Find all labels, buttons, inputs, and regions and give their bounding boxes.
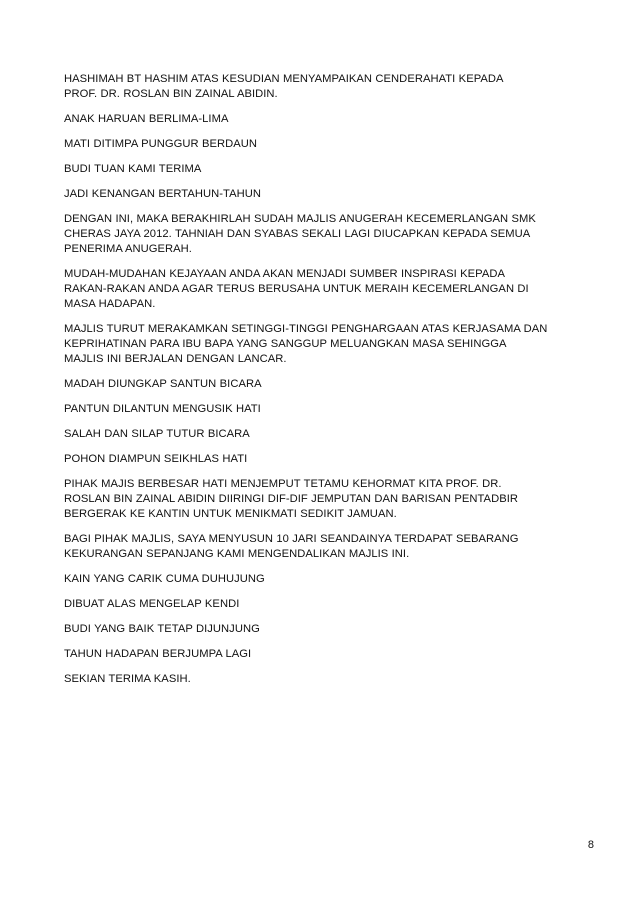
paragraph-line: BERGERAK KE KANTIN UNTUK MENIKMATI SEDIKIT JAMUAN. [64, 508, 397, 520]
paragraph-1 [64, 72, 594, 102]
paragraph-line: TAHUN HADAPAN BERJUMPA LAGI [64, 648, 252, 660]
paragraph-14 [64, 532, 594, 562]
paragraph-9 [64, 377, 594, 392]
paragraph-line: MAJLIS INI BERJALAN DENGAN LANCAR. [64, 353, 287, 365]
paragraph-10 [64, 402, 594, 417]
paragraph-line: PANTUN DILANTUN MENGUSIK HATI [64, 403, 261, 415]
paragraph-line: SEKIAN TERIMA KASIH. [64, 673, 191, 685]
page-number: 8 [587, 839, 594, 851]
paragraph-line: ANAK HARUAN BERLIMA-LIMA [64, 113, 229, 125]
paragraph-line: DIBUAT ALAS MENGELAP KENDI [64, 598, 240, 610]
paragraph-line: MADAH DIUNGKAP SANTUN BICARA [64, 378, 262, 390]
paragraph-4 [64, 162, 594, 177]
paragraph-line: HASHIMAH BT HASHIM ATAS KESUDIAN MENYAMPAIKAN CENDERAHATI KEPADA [64, 73, 504, 85]
paragraph-18 [64, 647, 594, 662]
paragraph-16 [64, 597, 594, 612]
paragraph-line: MUDAH-MUDAHAN KEJAYAAN ANDA AKAN MENJADI SUMBER INSPIRASI KEPADA [64, 268, 505, 280]
paragraph-6 [64, 212, 594, 257]
paragraph-17 [64, 622, 594, 637]
paragraph-11 [64, 427, 594, 442]
paragraph-line: PIHAK MAJIS BERBESAR HATI MENJEMPUT TETAMU KEHORMAT KITA PROF. DR. [64, 478, 502, 490]
paragraph-line: CHERAS JAYA 2012. TAHNIAH DAN SYABAS SEKALI LAGI DIUCAPKAN KEPADA SEMUA [64, 228, 531, 240]
paragraph-12 [64, 452, 594, 467]
paragraph-line: RAKAN-RAKAN ANDA AGAR TERUS BERUSAHA UNTUK MERAIH KECEMERLANGAN DI [64, 283, 529, 295]
paragraph-line: SALAH DAN SILAP TUTUR BICARA [64, 428, 250, 440]
paragraph-line: BUDI TUAN KAMI TERIMA [64, 163, 202, 175]
paragraph-7 [64, 267, 594, 312]
paragraph-8 [64, 322, 594, 367]
paragraph-line: BAGI PIHAK MAJLIS, SAYA MENYUSUN 10 JARI SEANDAINYA TERDAPAT SEBARANG [64, 533, 519, 545]
paragraph-3 [64, 137, 594, 152]
paragraph-line: PENERIMA ANUGERAH. [64, 243, 192, 255]
paragraph-line: KAIN YANG CARIK CUMA DUHUJUNG [64, 573, 265, 585]
paragraph-2 [64, 112, 594, 127]
paragraph-line: PROF. DR. ROSLAN BIN ZAINAL ABIDIN. [64, 88, 278, 100]
paragraph-line: MASA HADAPAN. [64, 298, 156, 310]
paragraph-line: MAJLIS TURUT MERAKAMKAN SETINGGI-TINGGI PENGHARGAAN ATAS KERJASAMA DAN [64, 323, 548, 335]
paragraph-5 [64, 187, 594, 202]
paragraph-line: BUDI YANG BAIK TETAP DIJUNJUNG [64, 623, 260, 635]
document-body [64, 72, 594, 697]
paragraph-line: KEKURANGAN SEPANJANG KAMI MENGENDALIKAN MAJLIS INI. [64, 548, 410, 560]
paragraph-15 [64, 572, 594, 587]
paragraph-line: KEPRIHATINAN PARA IBU BAPA YANG SANGGUP MELUANGKAN MASA SEHINGGA [64, 338, 507, 350]
paragraph-line: POHON DIAMPUN SEIKHLAS HATI [64, 453, 248, 465]
paragraph-line: ROSLAN BIN ZAINAL ABIDIN DIIRINGI DIF-DIF JEMPUTAN DAN BARISAN PENTADBIR [64, 493, 518, 505]
paragraph-line: DENGAN INI, MAKA BERAKHIRLAH SUDAH MAJLIS ANUGERAH KECEMERLANGAN SMK [64, 213, 536, 225]
paragraph-13 [64, 477, 594, 522]
paragraph-line: MATI DITIMPA PUNGGUR BERDAUN [64, 138, 258, 150]
paragraph-line: JADI KENANGAN BERTAHUN-TAHUN [64, 188, 261, 200]
paragraph-19 [64, 672, 594, 687]
